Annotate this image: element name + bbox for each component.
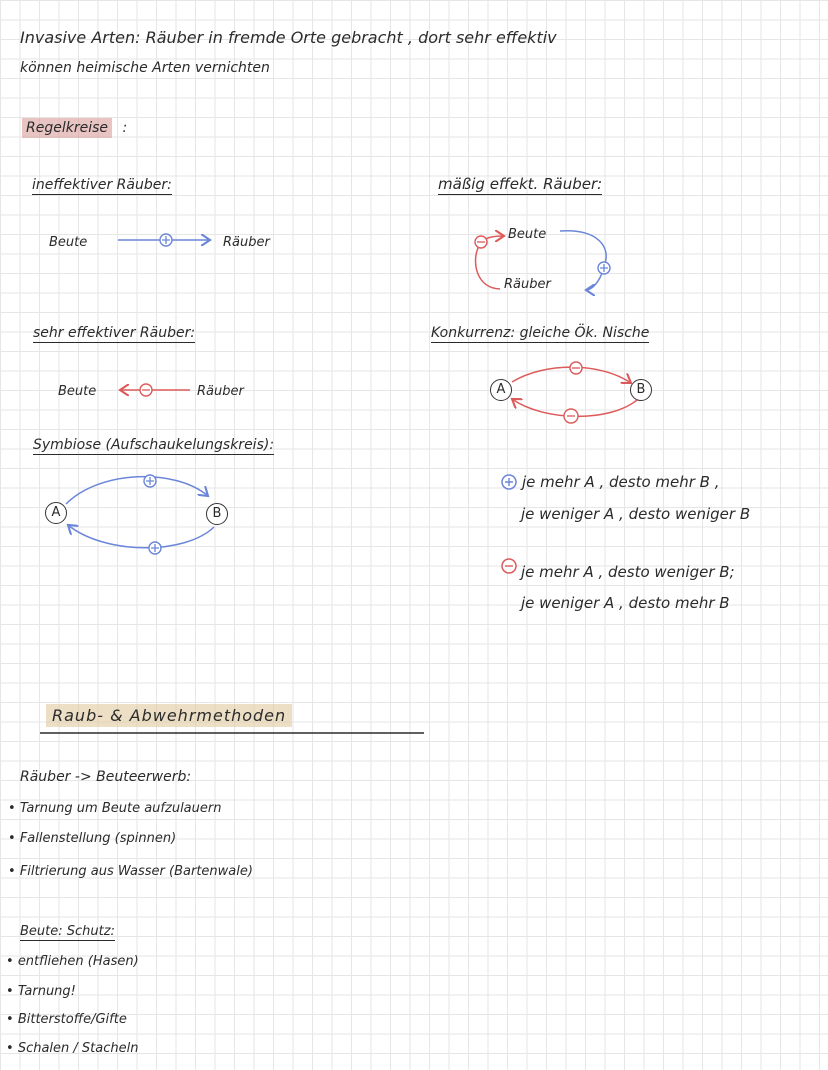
konkurrenz-node-b: B: [630, 379, 652, 401]
sehr-effektiv-raeuber: Räuber: [197, 384, 244, 399]
maessig-cycle: [475, 231, 610, 290]
sehr-effektiv-arrow: [120, 384, 190, 396]
beute-schutz-item-text: Schalen / Stacheln: [17, 1041, 139, 1056]
raeuber-erwerb-item-text: Tarnung um Beute aufzulauern: [19, 801, 222, 816]
symbiose-cycle: [66, 475, 214, 554]
ineffektiv-arrow: [118, 234, 210, 246]
legend-plus-line-2: je weniger A , desto weniger B: [521, 505, 751, 523]
raeuber-erwerb-item-text: Filtrierung aus Wasser (Bartenwale): [19, 864, 253, 879]
beute-schutz-title: Beute: Schutz:: [20, 924, 115, 939]
ineffektiv-beute: Beute: [49, 235, 88, 250]
beute-schutz-item-text: Tarnung!: [17, 984, 76, 999]
maessig-beute: Beute: [508, 227, 547, 242]
symbiose-node-b: B: [206, 503, 228, 525]
ineffektiv-raeuber: Räuber: [223, 235, 270, 250]
raub-title-text: Raub- & Abwehrmethoden: [46, 704, 292, 727]
intro-line-1: Invasive Arten: Räuber in fremde Orte gebracht , dort sehr effektiv: [20, 28, 557, 47]
regelkreise-colon: :: [122, 120, 128, 136]
beute-schutz-item: • Tarnung!: [6, 984, 76, 999]
beute-schutz-item: • entfliehen (Hasen): [6, 954, 139, 969]
sehr-effektiv-beute: Beute: [58, 384, 97, 399]
legend-minus-line-2: je weniger A , desto mehr B: [521, 594, 730, 612]
plus-legend-icon: [502, 475, 516, 489]
maessig-title: mäßig effekt. Räuber:: [438, 175, 603, 193]
legend-plus-line-1: je mehr A , desto mehr B ,: [522, 473, 720, 491]
sehr-effektiv-title: sehr effektiver Räuber:: [33, 325, 196, 341]
symbiose-title: Symbiose (Aufschaukelungskreis):: [33, 437, 275, 453]
regelkreise-title: Regelkreise: [22, 118, 112, 138]
ineffektiv-title: ineffektiver Räuber:: [32, 177, 172, 193]
intro-line-2: können heimische Arten vernichten: [20, 60, 270, 76]
legend-minus-line-1: je mehr A , desto weniger B;: [521, 563, 735, 581]
raub-title: [46, 708, 292, 724]
raeuber-erwerb-item-text: Fallenstellung (spinnen): [19, 831, 177, 846]
beute-schutz-item-text: entfliehen (Hasen): [17, 954, 139, 969]
beute-schutz-item-text: Bitterstoffe/Gifte: [17, 1012, 127, 1027]
raeuber-erwerb-item: • Fallenstellung (spinnen): [8, 831, 177, 846]
beute-schutz-item: • Schalen / Stacheln: [6, 1041, 139, 1056]
symbiose-node-a: A: [45, 502, 67, 524]
konkurrenz-cycle: [512, 362, 637, 423]
minus-legend-icon: [502, 559, 516, 573]
beute-schutz-item: • Bitterstoffe/Gifte: [6, 1012, 127, 1027]
konkurrenz-node-a: A: [490, 379, 512, 401]
maessig-raeuber: Räuber: [504, 277, 551, 292]
raeuber-erwerb-item: • Filtrierung aus Wasser (Bartenwale): [8, 864, 253, 879]
raeuber-erwerb-item: • Tarnung um Beute aufzulauern: [8, 801, 222, 816]
raeuber-erwerb-title: Räuber -> Beuteerwerb:: [20, 769, 192, 785]
konkurrenz-title: Konkurrenz: gleiche Ök. Nische: [431, 325, 650, 341]
